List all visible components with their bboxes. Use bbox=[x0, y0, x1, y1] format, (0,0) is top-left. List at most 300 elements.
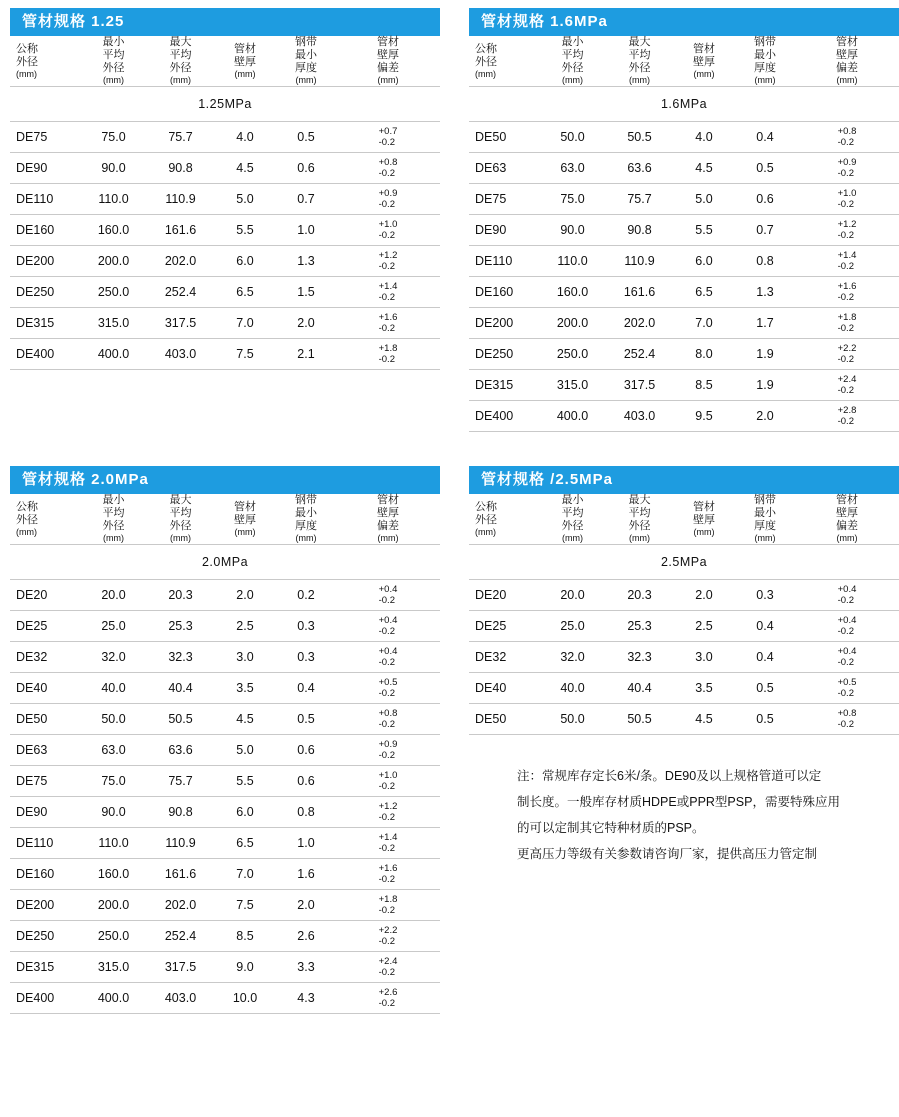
table-row bbox=[469, 277, 899, 308]
cell-steel: 0.3 bbox=[276, 611, 336, 642]
cell-dmax: 63.6 bbox=[606, 153, 673, 184]
cell-wall: 6.0 bbox=[214, 797, 276, 828]
table-row bbox=[469, 370, 899, 401]
cell-wall: 6.5 bbox=[673, 277, 735, 308]
cell-wall: 5.5 bbox=[214, 215, 276, 246]
table-header bbox=[10, 36, 440, 87]
cell-tolerance: +1.4 -0.2 bbox=[795, 246, 899, 277]
cell-dmin: 25.0 bbox=[80, 611, 147, 642]
cell-tolerance: +1.8 -0.2 bbox=[795, 308, 899, 339]
cell-name: DE25 bbox=[469, 611, 539, 642]
cell-steel: 0.4 bbox=[735, 122, 795, 153]
cell-wall: 5.0 bbox=[214, 184, 276, 215]
cell-name: DE90 bbox=[10, 153, 80, 184]
cell-wall: 2.5 bbox=[214, 611, 276, 642]
cell-name: DE20 bbox=[10, 580, 80, 611]
cell-name: DE110 bbox=[10, 184, 80, 215]
cell-dmax: 32.3 bbox=[606, 642, 673, 673]
cell-steel: 1.0 bbox=[276, 215, 336, 246]
cell-tolerance: +0.8 -0.2 bbox=[336, 704, 440, 735]
table-row bbox=[10, 184, 440, 215]
cell-wall: 4.5 bbox=[673, 704, 735, 735]
cell-wall: 2.0 bbox=[673, 580, 735, 611]
cell-dmax: 63.6 bbox=[147, 735, 214, 766]
cell-wall: 4.5 bbox=[214, 704, 276, 735]
cell-tolerance: +0.4 -0.2 bbox=[795, 611, 899, 642]
cell-dmax: 110.9 bbox=[606, 246, 673, 277]
cell-name: DE315 bbox=[469, 370, 539, 401]
table-row bbox=[10, 339, 440, 370]
cell-name: DE200 bbox=[10, 890, 80, 921]
cell-dmax: 75.7 bbox=[606, 184, 673, 215]
cell-dmin: 200.0 bbox=[80, 246, 147, 277]
cell-tolerance: +0.8 -0.2 bbox=[795, 122, 899, 153]
section-row bbox=[10, 87, 440, 122]
table-row bbox=[10, 308, 440, 339]
cell-wall: 6.0 bbox=[214, 246, 276, 277]
table-row bbox=[469, 642, 899, 673]
cell-name: DE90 bbox=[10, 797, 80, 828]
header-row bbox=[469, 36, 899, 87]
th-max-mean-od: 最大 平均 外径 (mm) bbox=[606, 36, 673, 87]
cell-name: DE50 bbox=[469, 704, 539, 735]
cell-name: DE400 bbox=[10, 983, 80, 1014]
cell-dmin: 20.0 bbox=[80, 580, 147, 611]
th-wall-tolerance: 管材 壁厚 偏差 (mm) bbox=[795, 36, 899, 87]
cell-wall: 3.5 bbox=[673, 673, 735, 704]
cell-dmax: 161.6 bbox=[147, 859, 214, 890]
cell-dmin: 315.0 bbox=[80, 952, 147, 983]
cell-steel: 0.2 bbox=[276, 580, 336, 611]
cell-steel: 1.3 bbox=[735, 277, 795, 308]
cell-dmax: 317.5 bbox=[147, 308, 214, 339]
cell-wall: 3.0 bbox=[214, 642, 276, 673]
cell-dmin: 110.0 bbox=[80, 184, 147, 215]
cell-name: DE250 bbox=[469, 339, 539, 370]
cell-name: DE32 bbox=[10, 642, 80, 673]
cell-steel: 0.7 bbox=[276, 184, 336, 215]
spec-table-2-0 bbox=[10, 494, 440, 1014]
cell-dmin: 75.0 bbox=[539, 184, 606, 215]
cell-dmax: 317.5 bbox=[147, 952, 214, 983]
note-line-3: 的可以定制其它特种材质的PSP。 bbox=[517, 821, 705, 835]
cell-dmin: 90.0 bbox=[80, 797, 147, 828]
cell-name: DE250 bbox=[10, 921, 80, 952]
cell-tolerance: +1.8 -0.2 bbox=[336, 339, 440, 370]
table-row bbox=[469, 122, 899, 153]
cell-tolerance: +0.7 -0.2 bbox=[336, 122, 440, 153]
cell-name: DE315 bbox=[10, 952, 80, 983]
cell-dmax: 90.8 bbox=[147, 153, 214, 184]
cell-steel: 2.0 bbox=[735, 401, 795, 432]
cell-dmax: 50.5 bbox=[606, 704, 673, 735]
cell-name: DE250 bbox=[10, 277, 80, 308]
cell-dmin: 50.0 bbox=[539, 704, 606, 735]
cell-wall: 7.0 bbox=[214, 859, 276, 890]
cell-tolerance: +2.6 -0.2 bbox=[336, 983, 440, 1014]
cell-tolerance: +2.2 -0.2 bbox=[336, 921, 440, 952]
cell-dmax: 90.8 bbox=[147, 797, 214, 828]
cell-name: DE50 bbox=[469, 122, 539, 153]
table-body-1-25 bbox=[10, 87, 440, 370]
cell-steel: 0.8 bbox=[276, 797, 336, 828]
cell-dmax: 20.3 bbox=[147, 580, 214, 611]
section-row bbox=[10, 545, 440, 580]
cell-tolerance: +2.2 -0.2 bbox=[795, 339, 899, 370]
section-label: 1.25MPa bbox=[10, 87, 440, 122]
cell-dmin: 400.0 bbox=[539, 401, 606, 432]
cell-tolerance: +0.9 -0.2 bbox=[336, 184, 440, 215]
table-row bbox=[10, 215, 440, 246]
cell-name: DE20 bbox=[469, 580, 539, 611]
section-label: 2.5MPa bbox=[469, 545, 899, 580]
cell-name: DE110 bbox=[10, 828, 80, 859]
cell-dmin: 160.0 bbox=[80, 215, 147, 246]
cell-name: DE315 bbox=[10, 308, 80, 339]
table-row bbox=[10, 952, 440, 983]
cell-dmax: 403.0 bbox=[147, 339, 214, 370]
header-row bbox=[469, 494, 899, 545]
cell-wall: 5.5 bbox=[673, 215, 735, 246]
cell-dmax: 403.0 bbox=[147, 983, 214, 1014]
th-wall-thickness: 管材 壁厚 (mm) bbox=[673, 36, 735, 87]
table-row bbox=[10, 122, 440, 153]
cell-steel: 0.4 bbox=[276, 673, 336, 704]
cell-steel: 0.4 bbox=[735, 642, 795, 673]
cell-tolerance: +1.8 -0.2 bbox=[336, 890, 440, 921]
table-row bbox=[10, 704, 440, 735]
th-wall-tolerance: 管材 壁厚 偏差 (mm) bbox=[795, 494, 899, 545]
th-steel-min-thickness: 钢带 最小 厚度 (mm) bbox=[276, 36, 336, 87]
cell-tolerance: +1.4 -0.2 bbox=[336, 828, 440, 859]
section-row bbox=[469, 545, 899, 580]
table-row bbox=[469, 580, 899, 611]
cell-steel: 0.6 bbox=[276, 153, 336, 184]
cell-tolerance: +0.4 -0.2 bbox=[336, 642, 440, 673]
cell-dmin: 20.0 bbox=[539, 580, 606, 611]
cell-dmin: 160.0 bbox=[80, 859, 147, 890]
cell-steel: 1.6 bbox=[276, 859, 336, 890]
cell-steel: 4.3 bbox=[276, 983, 336, 1014]
cell-dmax: 161.6 bbox=[606, 277, 673, 308]
cell-steel: 0.5 bbox=[735, 704, 795, 735]
table-row bbox=[469, 704, 899, 735]
cell-dmax: 32.3 bbox=[147, 642, 214, 673]
table-row bbox=[469, 673, 899, 704]
cell-dmin: 400.0 bbox=[80, 983, 147, 1014]
cell-dmin: 315.0 bbox=[80, 308, 147, 339]
cell-dmax: 252.4 bbox=[606, 339, 673, 370]
table-row bbox=[10, 735, 440, 766]
cell-name: DE40 bbox=[10, 673, 80, 704]
cell-dmin: 32.0 bbox=[539, 642, 606, 673]
panel-title-1-25: 管材规格 1.25 bbox=[10, 8, 440, 36]
cell-dmin: 110.0 bbox=[80, 828, 147, 859]
cell-tolerance: +1.2 -0.2 bbox=[795, 215, 899, 246]
cell-dmax: 50.5 bbox=[147, 704, 214, 735]
cell-wall: 4.5 bbox=[673, 153, 735, 184]
table-row bbox=[10, 983, 440, 1014]
cell-name: DE160 bbox=[10, 215, 80, 246]
cell-steel: 2.6 bbox=[276, 921, 336, 952]
table-header bbox=[469, 36, 899, 87]
table-row bbox=[10, 828, 440, 859]
th-max-mean-od: 最大 平均 外径 (mm) bbox=[147, 36, 214, 87]
cell-dmax: 50.5 bbox=[606, 122, 673, 153]
cell-dmax: 317.5 bbox=[606, 370, 673, 401]
cell-dmin: 250.0 bbox=[80, 921, 147, 952]
cell-dmax: 20.3 bbox=[606, 580, 673, 611]
cell-tolerance: +0.9 -0.2 bbox=[336, 735, 440, 766]
table-row bbox=[10, 153, 440, 184]
th-min-mean-od: 最小 平均 外径 (mm) bbox=[80, 36, 147, 87]
cell-wall: 7.0 bbox=[673, 308, 735, 339]
cell-dmin: 400.0 bbox=[80, 339, 147, 370]
cell-dmin: 110.0 bbox=[539, 246, 606, 277]
cell-dmax: 202.0 bbox=[147, 890, 214, 921]
cell-steel: 1.9 bbox=[735, 339, 795, 370]
cell-steel: 1.0 bbox=[276, 828, 336, 859]
cell-name: DE25 bbox=[10, 611, 80, 642]
cell-name: DE200 bbox=[469, 308, 539, 339]
cell-dmax: 75.7 bbox=[147, 122, 214, 153]
table-row bbox=[10, 277, 440, 308]
note-line-4: 更高压力等级有关参数请咨询厂家，提供高压力管定制 bbox=[517, 847, 818, 861]
cell-steel: 0.5 bbox=[735, 673, 795, 704]
cell-tolerance: +0.4 -0.2 bbox=[795, 580, 899, 611]
cell-steel: 0.5 bbox=[735, 153, 795, 184]
cell-tolerance: +0.4 -0.2 bbox=[336, 580, 440, 611]
th-steel-min-thickness: 钢带 最小 厚度 (mm) bbox=[735, 494, 795, 545]
cell-wall: 6.5 bbox=[214, 828, 276, 859]
cell-dmin: 160.0 bbox=[539, 277, 606, 308]
cell-tolerance: +1.2 -0.2 bbox=[336, 246, 440, 277]
cell-tolerance: +0.9 -0.2 bbox=[795, 153, 899, 184]
panel-2-5mpa bbox=[469, 466, 899, 1014]
cell-dmin: 75.0 bbox=[80, 122, 147, 153]
block-spacer-left bbox=[10, 432, 440, 466]
cell-wall: 7.5 bbox=[214, 890, 276, 921]
th-min-mean-od: 最小 平均 外径 (mm) bbox=[80, 494, 147, 545]
th-nominal-od: 公称 外径 (mm) bbox=[10, 494, 80, 545]
spec-table-1-6 bbox=[469, 36, 899, 432]
cell-tolerance: +1.0 -0.2 bbox=[795, 184, 899, 215]
cell-name: DE400 bbox=[469, 401, 539, 432]
cell-name: DE40 bbox=[469, 673, 539, 704]
cell-wall: 8.5 bbox=[673, 370, 735, 401]
cell-name: DE75 bbox=[10, 122, 80, 153]
section-label: 1.6MPa bbox=[469, 87, 899, 122]
cell-name: DE63 bbox=[469, 153, 539, 184]
cell-dmin: 32.0 bbox=[80, 642, 147, 673]
cell-tolerance: +0.5 -0.2 bbox=[795, 673, 899, 704]
cell-dmax: 110.9 bbox=[147, 828, 214, 859]
cell-dmax: 202.0 bbox=[606, 308, 673, 339]
cell-steel: 0.8 bbox=[735, 246, 795, 277]
cell-steel: 0.6 bbox=[276, 766, 336, 797]
cell-wall: 6.5 bbox=[214, 277, 276, 308]
cell-steel: 1.9 bbox=[735, 370, 795, 401]
th-wall-thickness: 管材 壁厚 (mm) bbox=[214, 36, 276, 87]
th-max-mean-od: 最大 平均 外径 (mm) bbox=[147, 494, 214, 545]
cell-steel: 3.3 bbox=[276, 952, 336, 983]
section-row bbox=[469, 87, 899, 122]
cell-wall: 4.0 bbox=[673, 122, 735, 153]
cell-dmax: 252.4 bbox=[147, 921, 214, 952]
cell-wall: 4.0 bbox=[214, 122, 276, 153]
table-row bbox=[10, 580, 440, 611]
cell-wall: 7.0 bbox=[214, 308, 276, 339]
cell-dmin: 200.0 bbox=[80, 890, 147, 921]
cell-steel: 1.7 bbox=[735, 308, 795, 339]
cell-steel: 0.6 bbox=[735, 184, 795, 215]
cell-name: DE32 bbox=[469, 642, 539, 673]
cell-steel: 2.0 bbox=[276, 308, 336, 339]
cell-tolerance: +0.8 -0.2 bbox=[336, 153, 440, 184]
th-nominal-od: 公称 外径 (mm) bbox=[469, 36, 539, 87]
cell-dmax: 40.4 bbox=[147, 673, 214, 704]
cell-name: DE63 bbox=[10, 735, 80, 766]
panel-1-25mpa bbox=[10, 8, 440, 432]
cell-dmin: 315.0 bbox=[539, 370, 606, 401]
cell-steel: 1.5 bbox=[276, 277, 336, 308]
cell-wall: 5.5 bbox=[214, 766, 276, 797]
table-row bbox=[469, 611, 899, 642]
th-wall-tolerance: 管材 壁厚 偏差 (mm) bbox=[336, 494, 440, 545]
block-spacer-right bbox=[469, 432, 899, 466]
cell-steel: 2.1 bbox=[276, 339, 336, 370]
table-row bbox=[10, 797, 440, 828]
table-row bbox=[10, 890, 440, 921]
cell-wall: 9.5 bbox=[673, 401, 735, 432]
cell-wall: 7.5 bbox=[214, 339, 276, 370]
cell-name: DE110 bbox=[469, 246, 539, 277]
table-body-1-6 bbox=[469, 87, 899, 432]
th-min-mean-od: 最小 平均 外径 (mm) bbox=[539, 494, 606, 545]
table-body-2-0 bbox=[10, 545, 440, 1014]
table-row bbox=[10, 673, 440, 704]
cell-dmax: 403.0 bbox=[606, 401, 673, 432]
cell-wall: 9.0 bbox=[214, 952, 276, 983]
panel-2-0mpa bbox=[10, 466, 440, 1014]
table-row bbox=[10, 766, 440, 797]
table-row bbox=[469, 339, 899, 370]
cell-wall: 10.0 bbox=[214, 983, 276, 1014]
cell-steel: 1.3 bbox=[276, 246, 336, 277]
cell-dmax: 252.4 bbox=[147, 277, 214, 308]
cell-name: DE90 bbox=[469, 215, 539, 246]
note-line-2: 制长度。一般库存材质HDPE或PPR型PSP，需要特殊应用 bbox=[517, 795, 840, 809]
cell-steel: 0.6 bbox=[276, 735, 336, 766]
cell-tolerance: +2.4 -0.2 bbox=[336, 952, 440, 983]
table-row bbox=[10, 246, 440, 277]
panel-title-2-5: 管材规格 /2.5MPa bbox=[469, 466, 899, 494]
cell-dmin: 63.0 bbox=[539, 153, 606, 184]
header-row bbox=[10, 494, 440, 545]
cell-steel: 2.0 bbox=[276, 890, 336, 921]
cell-wall: 5.0 bbox=[214, 735, 276, 766]
cell-dmin: 40.0 bbox=[539, 673, 606, 704]
cell-steel: 0.7 bbox=[735, 215, 795, 246]
cell-tolerance: +1.4 -0.2 bbox=[336, 277, 440, 308]
table-row bbox=[10, 859, 440, 890]
cell-dmin: 50.0 bbox=[539, 122, 606, 153]
table-row bbox=[469, 401, 899, 432]
cell-dmin: 40.0 bbox=[80, 673, 147, 704]
cell-name: DE75 bbox=[10, 766, 80, 797]
cell-dmax: 75.7 bbox=[147, 766, 214, 797]
note-block bbox=[469, 763, 899, 867]
table-header bbox=[10, 494, 440, 545]
table-row bbox=[469, 215, 899, 246]
cell-dmin: 90.0 bbox=[539, 215, 606, 246]
cell-dmax: 25.3 bbox=[606, 611, 673, 642]
spec-table-1-25 bbox=[10, 36, 440, 370]
panel-title-2-0: 管材规格 2.0MPa bbox=[10, 466, 440, 494]
cell-tolerance: +2.4 -0.2 bbox=[795, 370, 899, 401]
cell-wall: 8.5 bbox=[214, 921, 276, 952]
table-row bbox=[10, 642, 440, 673]
table-row bbox=[10, 611, 440, 642]
cell-name: DE160 bbox=[10, 859, 80, 890]
cell-dmin: 250.0 bbox=[80, 277, 147, 308]
th-max-mean-od: 最大 平均 外径 (mm) bbox=[606, 494, 673, 545]
cell-tolerance: +0.4 -0.2 bbox=[336, 611, 440, 642]
cell-dmin: 250.0 bbox=[539, 339, 606, 370]
cell-wall: 6.0 bbox=[673, 246, 735, 277]
cell-dmax: 110.9 bbox=[147, 184, 214, 215]
table-body-2-5 bbox=[469, 545, 899, 735]
cell-tolerance: +0.4 -0.2 bbox=[795, 642, 899, 673]
table-row bbox=[469, 308, 899, 339]
panel-grid bbox=[10, 8, 889, 1014]
header-row bbox=[10, 36, 440, 87]
cell-steel: 0.5 bbox=[276, 704, 336, 735]
th-min-mean-od: 最小 平均 外径 (mm) bbox=[539, 36, 606, 87]
cell-steel: 0.3 bbox=[276, 642, 336, 673]
cell-tolerance: +1.0 -0.2 bbox=[336, 215, 440, 246]
cell-wall: 2.0 bbox=[214, 580, 276, 611]
cell-dmin: 63.0 bbox=[80, 735, 147, 766]
cell-dmin: 200.0 bbox=[539, 308, 606, 339]
panel-title-1-6: 管材规格 1.6MPa bbox=[469, 8, 899, 36]
cell-dmin: 50.0 bbox=[80, 704, 147, 735]
cell-name: DE400 bbox=[10, 339, 80, 370]
cell-name: DE50 bbox=[10, 704, 80, 735]
cell-dmax: 25.3 bbox=[147, 611, 214, 642]
cell-name: DE75 bbox=[469, 184, 539, 215]
cell-dmax: 40.4 bbox=[606, 673, 673, 704]
cell-dmax: 202.0 bbox=[147, 246, 214, 277]
cell-dmax: 161.6 bbox=[147, 215, 214, 246]
table-row bbox=[469, 153, 899, 184]
cell-name: DE160 bbox=[469, 277, 539, 308]
th-steel-min-thickness: 钢带 最小 厚度 (mm) bbox=[276, 494, 336, 545]
th-wall-thickness: 管材 壁厚 (mm) bbox=[673, 494, 735, 545]
cell-wall: 2.5 bbox=[673, 611, 735, 642]
cell-wall: 8.0 bbox=[673, 339, 735, 370]
cell-tolerance: +1.6 -0.2 bbox=[336, 859, 440, 890]
th-wall-thickness: 管材 壁厚 (mm) bbox=[214, 494, 276, 545]
cell-wall: 4.5 bbox=[214, 153, 276, 184]
th-nominal-od: 公称 外径 (mm) bbox=[469, 494, 539, 545]
spec-table-2-5 bbox=[469, 494, 899, 735]
cell-tolerance: +0.8 -0.2 bbox=[795, 704, 899, 735]
cell-tolerance: +1.6 -0.2 bbox=[795, 277, 899, 308]
cell-dmax: 90.8 bbox=[606, 215, 673, 246]
cell-steel: 0.3 bbox=[735, 580, 795, 611]
panel-1-6mpa bbox=[469, 8, 899, 432]
